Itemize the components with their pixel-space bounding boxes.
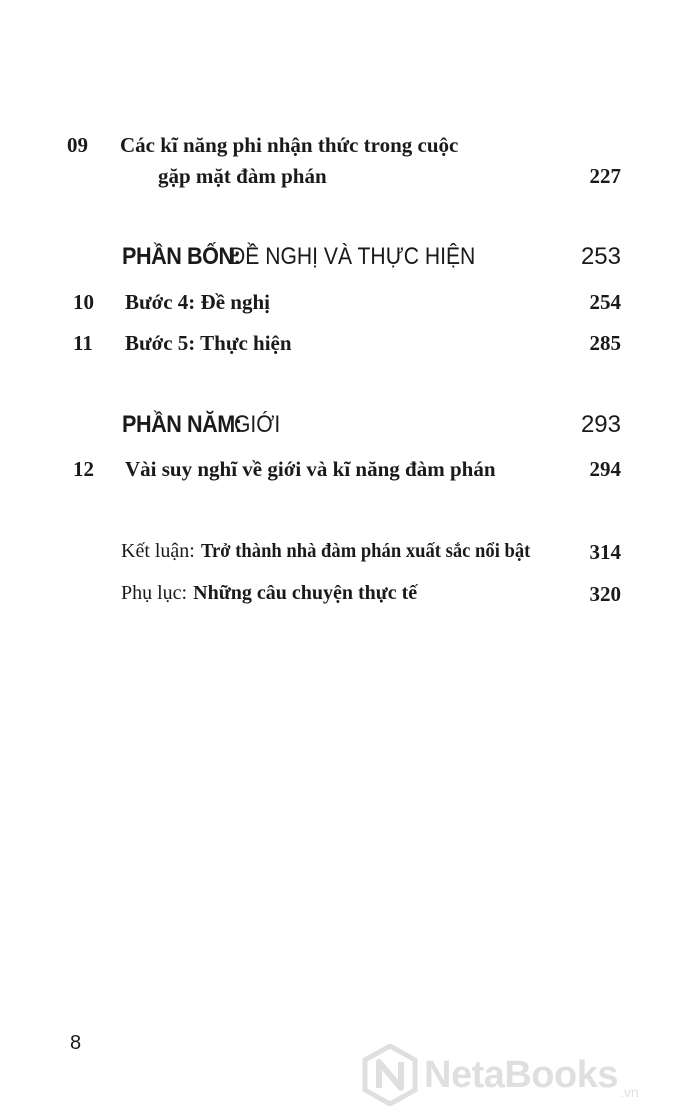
appendix-label: Phụ lục: xyxy=(121,582,188,604)
chapter-11-title: Bước 5: Thực hiện xyxy=(125,331,292,355)
part-five-page: 293 xyxy=(580,411,621,438)
part-four-name: ĐỀ NGHỊ VÀ THỰC HIỆN xyxy=(230,243,476,270)
chapter-09-page: 227 xyxy=(589,164,621,188)
chapter-11-page: 285 xyxy=(589,331,621,355)
part-five-label: PHẦN NĂM: xyxy=(122,411,242,438)
chapter-12-page: 294 xyxy=(589,457,621,481)
chapter-09-number: 09 xyxy=(67,133,88,157)
chapter-09-title-line1: Các kĩ năng phi nhận thức trong cuộc xyxy=(120,133,459,157)
conclusion-label: Kết luận: xyxy=(121,540,195,562)
chapter-10-title: Bước 4: Đề nghị xyxy=(125,290,270,314)
netabooks-logo-icon xyxy=(362,1044,418,1106)
chapter-10-page: 254 xyxy=(589,290,621,314)
appendix-entry xyxy=(121,582,417,605)
part-four-heading xyxy=(122,243,509,271)
part-five-heading xyxy=(122,411,287,439)
part-four-label: PHẦN BỐN: xyxy=(122,243,241,270)
page-number: 8 xyxy=(70,1032,82,1054)
chapter-10-number: 10 xyxy=(73,290,94,314)
watermark-text: NetaBooks xyxy=(424,1053,618,1096)
conclusion-page: 314 xyxy=(589,540,621,564)
part-five-name: GIỚI xyxy=(234,411,281,438)
chapter-09-title-line2: gặp mặt đàm phán xyxy=(158,164,327,188)
chapter-11-number: 11 xyxy=(73,331,93,355)
watermark xyxy=(362,1044,639,1106)
appendix-page: 320 xyxy=(589,582,621,606)
chapter-12-title: Vài suy nghĩ về giới và kĩ năng đàm phán xyxy=(125,457,496,481)
conclusion-entry xyxy=(121,540,555,563)
chapter-12-number: 12 xyxy=(73,457,94,481)
watermark-suffix: .vn xyxy=(620,1084,639,1100)
appendix-title: Những câu chuyện thực tế xyxy=(193,582,418,604)
conclusion-title: Trở thành nhà đàm phán xuất sắc nổi bật xyxy=(200,540,531,562)
part-four-page: 253 xyxy=(580,243,621,270)
